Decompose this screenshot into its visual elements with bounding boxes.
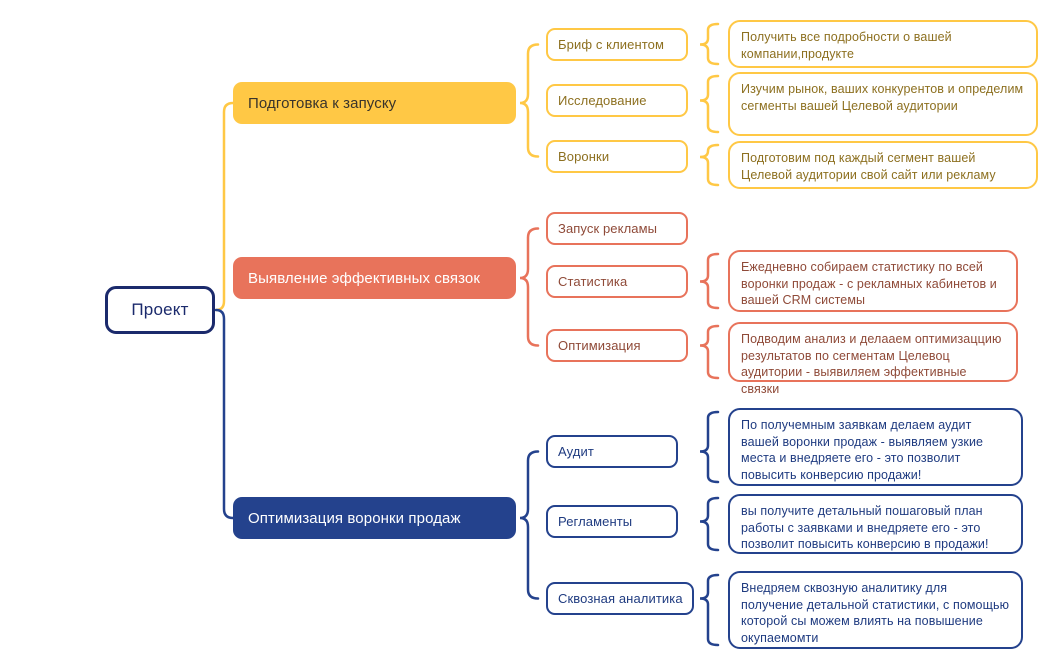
desc-text: Изучим рынок, ваших конкурентов и определим сегменты вашей Целевой аудитории: [741, 82, 1024, 113]
branch-effective-combos[interactable]: [233, 257, 516, 299]
desc-text: Ежедневно собираем статистику по всей воронки продаж - с рекламных кабинетов и вашей CRM системы: [741, 260, 997, 307]
subnode-ad-launch[interactable]: [546, 212, 688, 245]
subnode-optimization[interactable]: [546, 329, 688, 362]
desc-audit[interactable]: [728, 408, 1023, 486]
subnode-statistics[interactable]: [546, 265, 688, 298]
subnode-label: Оптимизация: [558, 338, 641, 353]
subnode-label: Статистика: [558, 274, 628, 289]
desc-brace: [700, 575, 718, 645]
desc-statistics[interactable]: [728, 250, 1018, 312]
subnode-audit[interactable]: [546, 435, 678, 468]
branch3-brace: [520, 452, 538, 599]
branch-preparation[interactable]: [233, 82, 516, 124]
subnode-label: Исследование: [558, 93, 647, 108]
desc-brace: [700, 24, 718, 64]
branch2-brace: [520, 229, 538, 346]
desc-text: Внедряем сквозную аналитику для получение детальной статистики, с помощью которой сы можем влиять на повышение окупаемомти: [741, 581, 1010, 645]
subnode-regulations[interactable]: [546, 505, 678, 538]
desc-text: Получить все подробности о вашей компании,продукте: [741, 30, 952, 61]
desc-brace: [700, 254, 718, 308]
desc-funnels[interactable]: [728, 141, 1038, 189]
branch-funnel-optimization[interactable]: [233, 497, 516, 539]
desc-research[interactable]: [728, 72, 1038, 136]
desc-text: По получемным заявкам делаем аудит вашей воронки продаж - выявляем узкие места и внедряете его - это позволит повысить конверсию продажи!: [741, 418, 984, 482]
root-brace-lower: [216, 310, 233, 518]
branch-label: Выявление эффективных связок: [248, 269, 480, 287]
subnode-funnels[interactable]: [546, 140, 688, 173]
root-node-label: Проект: [131, 300, 189, 319]
branch1-brace: [520, 45, 538, 157]
desc-text: Подготовим под каждый сегмент вашей Целевой аудитории свой сайт или рекламу: [741, 151, 996, 182]
desc-brace: [700, 498, 718, 550]
desc-brace: [700, 145, 718, 185]
desc-text: Подводим анализ и делааем оптимизаццию результатов по сегментам Целевоц аудитории - выявиляем эффективные связки: [741, 332, 1002, 396]
subnode-brief[interactable]: [546, 28, 688, 61]
desc-brace: [700, 412, 718, 482]
desc-regulations[interactable]: [728, 494, 1023, 554]
desc-brief[interactable]: [728, 20, 1038, 68]
subnode-research[interactable]: [546, 84, 688, 117]
branch-label: Оптимизация воронки продаж: [248, 509, 461, 527]
desc-text: вы получите детальный пошаговый план работы с заявками и внедряете его - это позволит повысить конверсию в продажи!: [741, 504, 989, 551]
desc-brace: [700, 326, 718, 378]
subnode-label: Аудит: [558, 444, 594, 459]
subnode-label: Регламенты: [558, 514, 633, 529]
subnode-label: Бриф с клиентом: [558, 37, 665, 52]
subnode-end-to-end-analytics[interactable]: [546, 582, 694, 615]
desc-brace: [700, 76, 718, 132]
branch-label: Подготовка к запуску: [248, 94, 397, 112]
subnode-label: Сквозная аналитика: [558, 591, 683, 606]
root-node-project[interactable]: [105, 286, 215, 334]
subnode-label: Воронки: [558, 149, 610, 164]
desc-optimization[interactable]: [728, 322, 1018, 396]
root-brace-upper: [216, 103, 233, 310]
subnode-label: Запуск рекламы: [558, 221, 658, 236]
desc-end-to-end-analytics[interactable]: [728, 571, 1023, 649]
